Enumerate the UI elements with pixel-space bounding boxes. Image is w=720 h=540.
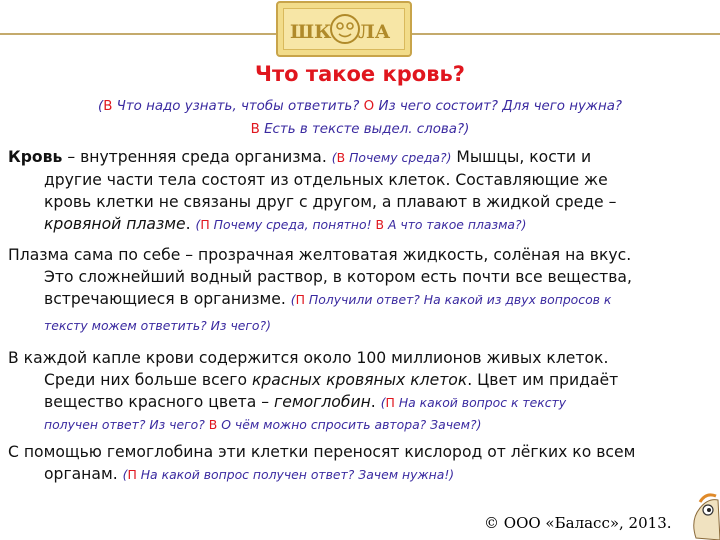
logo-right-text: ЛА (358, 21, 391, 43)
guiding-questions-line-2: В Есть в тексте выдел. слова?) (250, 122, 470, 137)
school-logo (276, 1, 412, 57)
guiding-questions-line-1: (В Что надо узнать, чтобы ответить? О Из чего состоит? Для чего нужна? (97, 99, 623, 114)
paragraph-plasma: Плазма сама по себе – прозрачная желтоватая жидкость, солёная на вкус. Это сложнейший водный раствор, в котором есть почти все вещества, встречающиеся в организме. (П Получили ответ? На какой из двух вопросов к тексту можем ответить? Из чего?) (8, 246, 632, 333)
corner-decoration-icon (686, 490, 720, 540)
term-blood: Кровь (8, 148, 63, 166)
logo-left-text: ШК (290, 21, 332, 43)
logo-emblem-icon (328, 12, 362, 46)
copyright: © ООО «Баласс», 2013. (484, 514, 672, 532)
paragraph-blood: Кровь – внутренняя среда организма. (В Почему среда?) Мышцы, кости и другие части тела состоят из отдельных клеток. Составляющие же кровь клетки не связаны друг с другом, а плавают в жидкой среде – кровяной плазме. (П Почему среда, понятно! В А что такое плазма?) (8, 148, 617, 233)
page-title: Что такое кровь? (255, 62, 465, 86)
paragraph-hemoglobin: С помощью гемоглобина эти клетки переносят кислород от лёгких ко всем органам. (П На какой вопрос получен ответ? Зачем нужна!) (8, 443, 636, 483)
paragraph-cells: В каждой капле крови содержится около 100 миллионов живых клеток. Среди них больше всего красных кровяных клеток. Цвет им придаёт вещество красного цвета – гемоглобин. (П На какой вопрос к тексту получен ответ? Из чего? В О чём можно спросить автора? Зачем?) (8, 349, 619, 432)
